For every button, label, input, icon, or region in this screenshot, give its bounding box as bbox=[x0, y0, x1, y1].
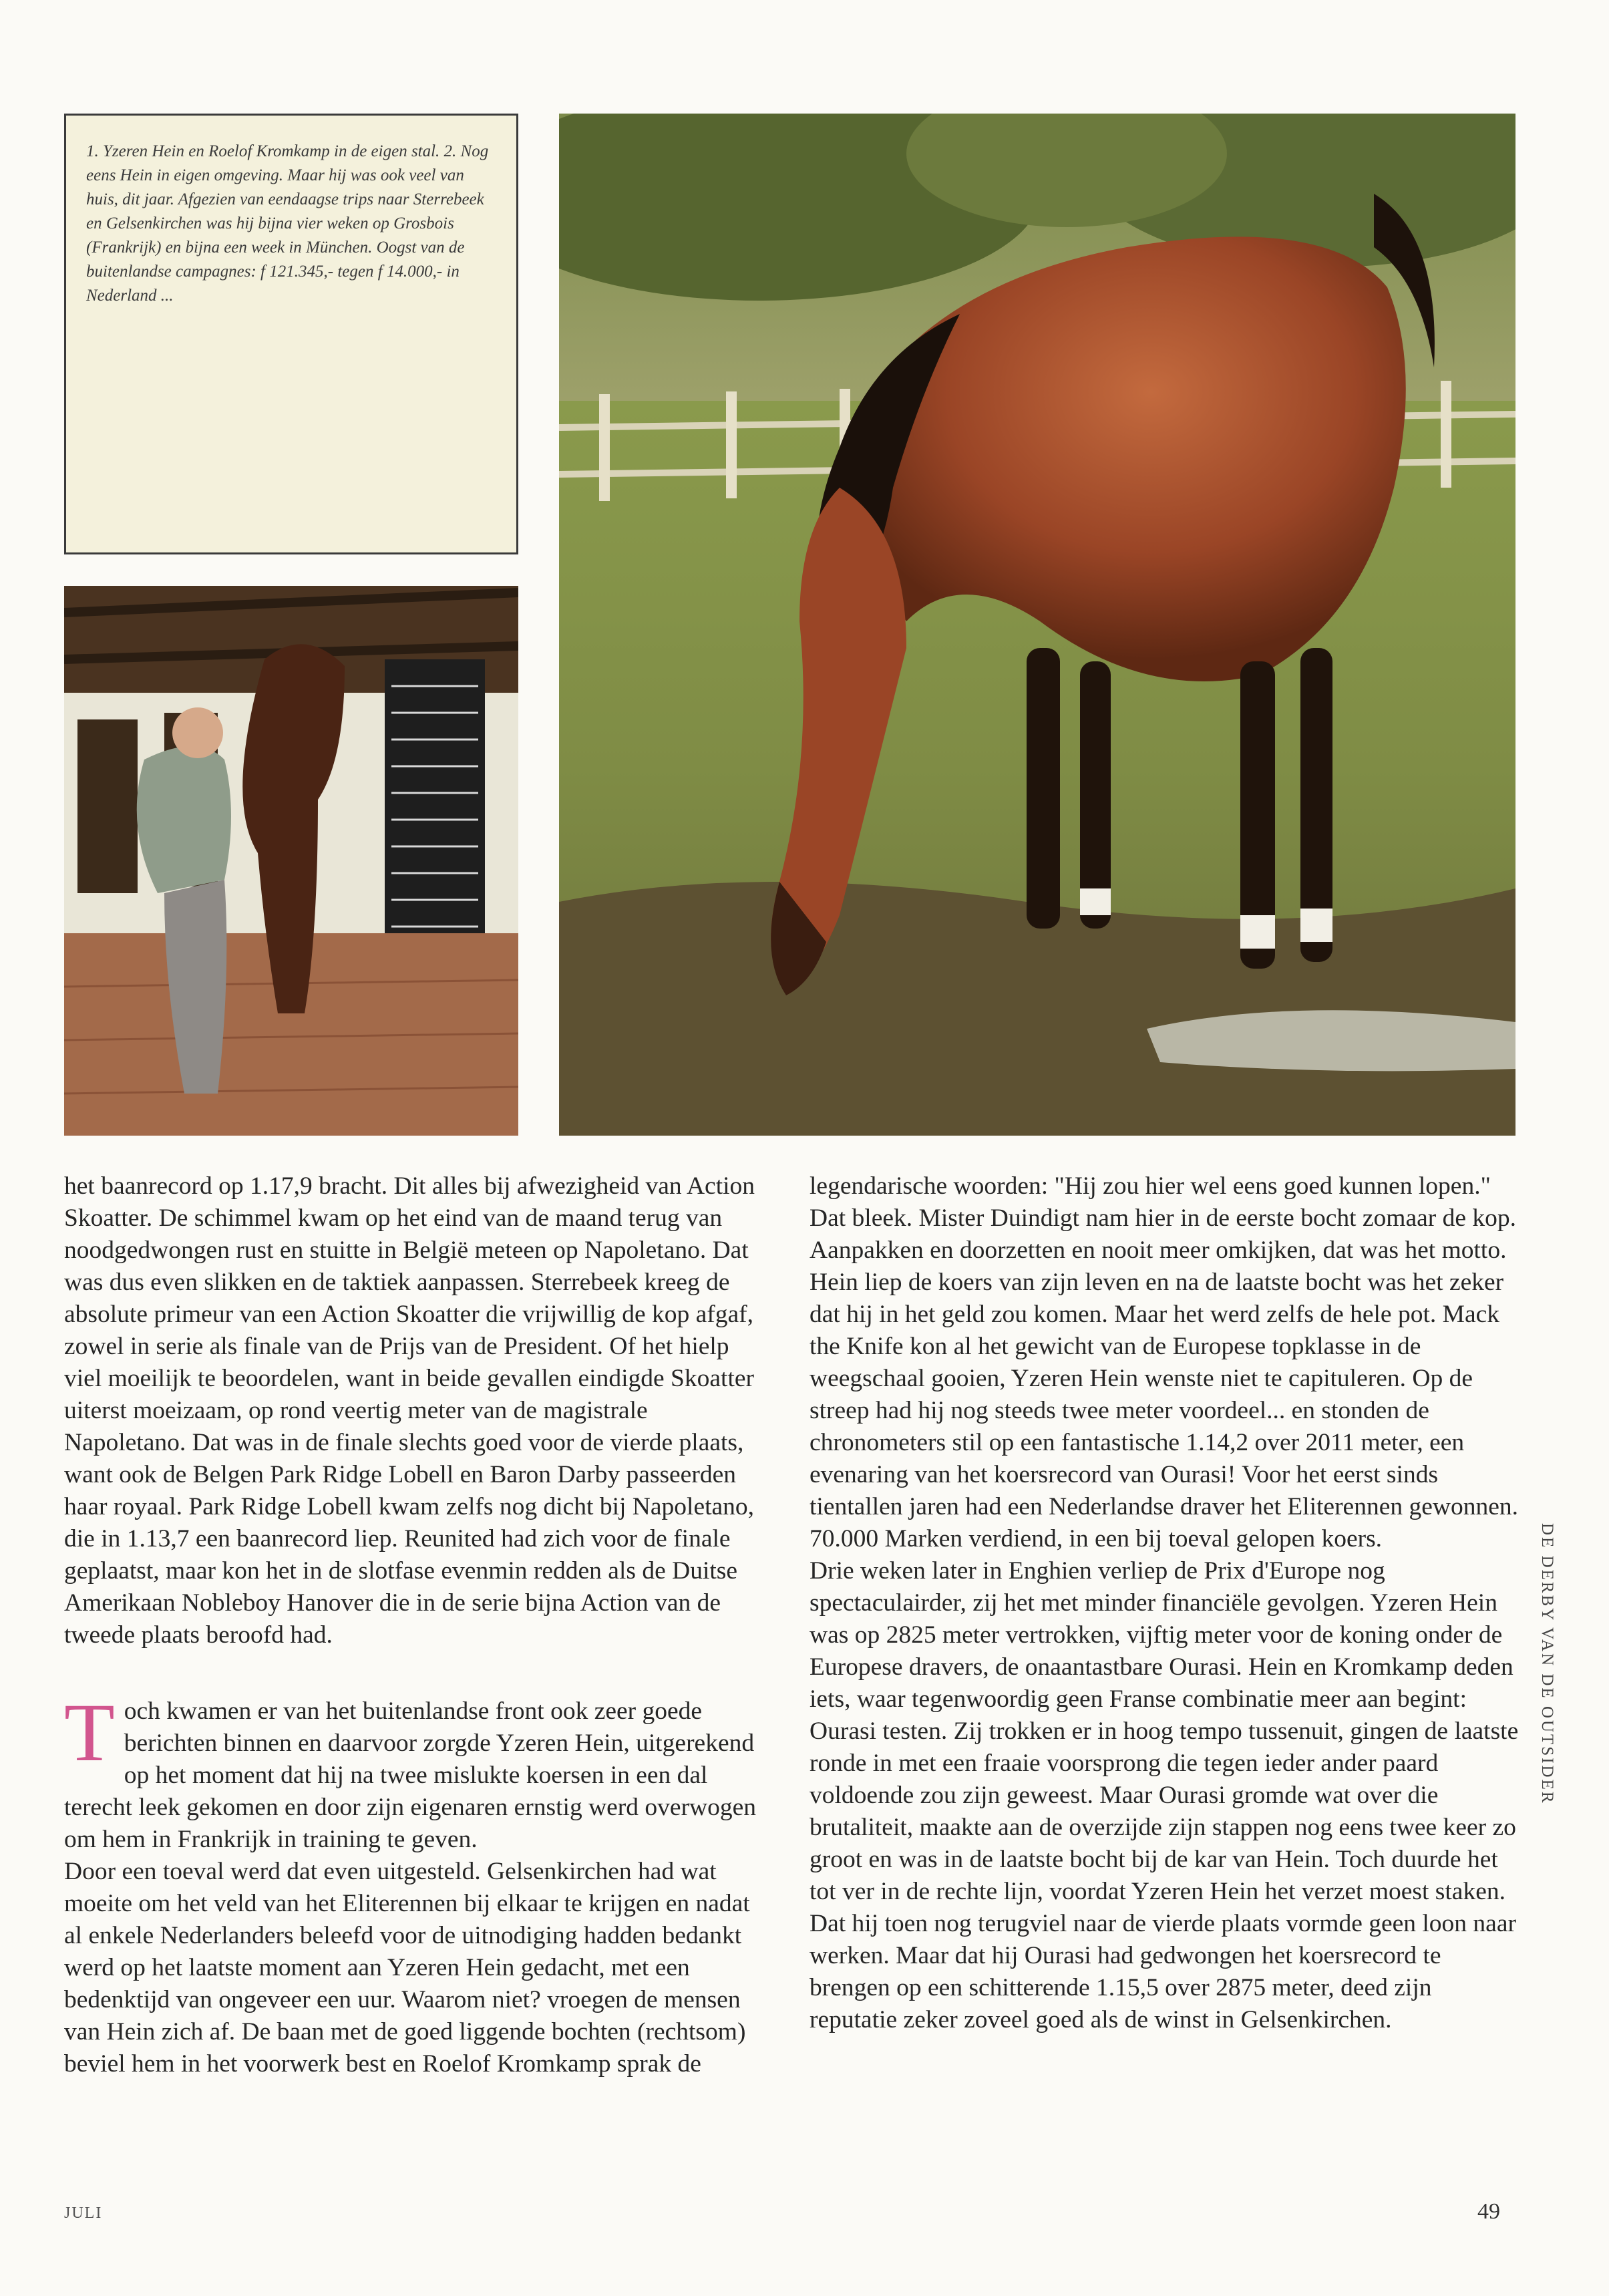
article-left-column bbox=[64, 1170, 772, 2080]
article-right-column bbox=[810, 1170, 1519, 2036]
photo-caption: 1. Yzeren Hein en Roelof Kromkamp in de eigen stal. 2. Nog eens Hein in eigen omgeving. Maar hij was ook veel van huis, dit jaar. Afgezien van eendaagse trips naar Sterrebeek en Gelsenkirchen was hij bijna vier weken op Grosbois (Frankrijk) en bijna een week in München. Oogst van de buitenlandse campagnes: f 121.345,- tegen f 14.000,- in Nederland ... bbox=[86, 142, 489, 305]
page-number: 49 bbox=[1477, 2199, 1500, 2224]
running-section-title bbox=[1538, 1523, 1566, 2058]
article-paragraph: legendarische woorden: "Hij zou hier wel eens goed kunnen lopen." bbox=[810, 1172, 1491, 1200]
article-paragraph-dropcap bbox=[64, 1687, 772, 1856]
article-paragraph: het baanrecord op 1.17,9 bracht. Dit alles bij afwezigheid van Action Skoatter. De schimmel kwam op het eind van de maand terug van noodgedwongen rust en stuitte in België meteen op Napoletano. Dat was dus even slikken en de taktiek aanpassen. Sterrebeek kreeg de absolute primeur van een Action Skoatter die vrijwillig de kop afgaf, zowel in serie als finale van de Prijs van de President. Of het hielp viel moeilijk te beoordelen, want in beide gevallen eindigde Skoatter uiterst moeizaam, op rond veertig meter van de magistrale Napoletano. Dat was in de finale slechts goed voor de vierde plaats, want ook de Belgen Park Ridge Lobell en Baron Darby passeerden haar royaal. Park Ridge Lobell kwam zelfs nog dicht bij Napoletano, die in 1.13,7 een baanrecord liep. Reunited had zich voor de finale geplaatst, maar kon het in de slotfase evenmin redden als de Duitse Amerikaan Nobleboy Hanover die in de serie bijna Action van de tweede plaats beroofd had. bbox=[64, 1172, 755, 1649]
footer-month: JULI bbox=[64, 2204, 103, 2222]
drop-cap: T bbox=[64, 1687, 115, 1778]
section-title-text: DE DERBY VAN DE OUTSIDER bbox=[1538, 1523, 1556, 1805]
article-paragraph: Door een toeval werd dat even uitgesteld. Gelsenkirchen had wat moeite om het veld van het Eliterennen bij elkaar te krijgen en nadat al enkele Nederlanders beleefd voor de uitnodiging hadden bedankt werd op het laatste moment aan Yzeren Hein gedacht, met een bedenktijd van ongeveer een uur. Waarom niet? vroegen de mensen van Hein zich af. De baan met de goed liggende bochten (rechtsom) beviel hem in het voorwerk best en Roelof Kromkamp sprak de bbox=[64, 1858, 750, 2078]
article-paragraph: Drie weken later in Enghien verliep de Prix d'Europe nog spectaculairder, zij het met minder financiële gevolgen. Yzeren Hein was op 2825 meter vertrokken, vijftig meter voor de koning onder de Europese dravers, de onaantastbare Ourasi. Hein en Kromkamp deden iets, waar tegenwoordig geen Franse combinatie meer aan begint: Ourasi testen. Zij trokken er in hoog tempo tussenuit, gingen de laatste ronde in met een fraaie voorsprong die tegen ieder ander paard voldoende zou zijn geweest. Maar Ourasi gromde wat over die brutaliteit, maakte aan de overzijde zijn stappen nog eens twee keer zo groot en was in de laatste bocht bij de kar van Hein. Toch duurde het tot ver in de rechte lijn, voordat Yzeren Hein het verzet moest staken. Dat hij toen nog terugviel naar de vierde plaats vormde geen loon naar werken. Maar dat hij Ourasi had gedwongen het koersrecord te brengen op een schitterende 1.15,5 over 2875 meter, deed zijn reputatie zeker zoveel goed als de winst in Gelsenkirchen. bbox=[810, 1557, 1519, 2033]
article-paragraph: Dat bleek. Mister Duindigt nam hier in de eerste bocht zomaar de kop. Aanpakken en doorzetten en nooit meer omkijken, dat was het motto. Hein liep de koers van zijn leven en na de laatste bocht was het zeker dat hij in het geld zou komen. Maar het werd zelfs de hele pot. Mack the Knife kon al het gewicht van de Europese topklasse in de weegschaal gooien, Yzeren Hein wenste niet te capituleren. Op de streep had hij nog steeds twee meter voordeel... en stonden de chronometers stil op een fantastische 1.14,2 over 2011 meter, een evenaring van het koersrecord van Ourasi! Voor het eerst sinds tientallen jaren had een Nederlandse draver het Eliterennen gewonnen. 70.000 Marken verdiend, in een bij toeval gelopen koers. bbox=[810, 1204, 1518, 1552]
horse-grazing-photo bbox=[559, 114, 1515, 1136]
photo-caption-box bbox=[64, 114, 518, 554]
stable-grooming-photo bbox=[64, 586, 518, 1136]
dropcap-paragraph-text: och kwamen er van het buitenlandse front ook zeer goede berichten binnen en daarvoor zorgde Yzeren Hein, uitgerekend op het moment dat hij na twee mislukte koersen in een dal terecht leek gekomen en door zijn eigenaren ernstig werd overwogen om hem in Frankrijk in training te geven. bbox=[64, 1697, 757, 1853]
